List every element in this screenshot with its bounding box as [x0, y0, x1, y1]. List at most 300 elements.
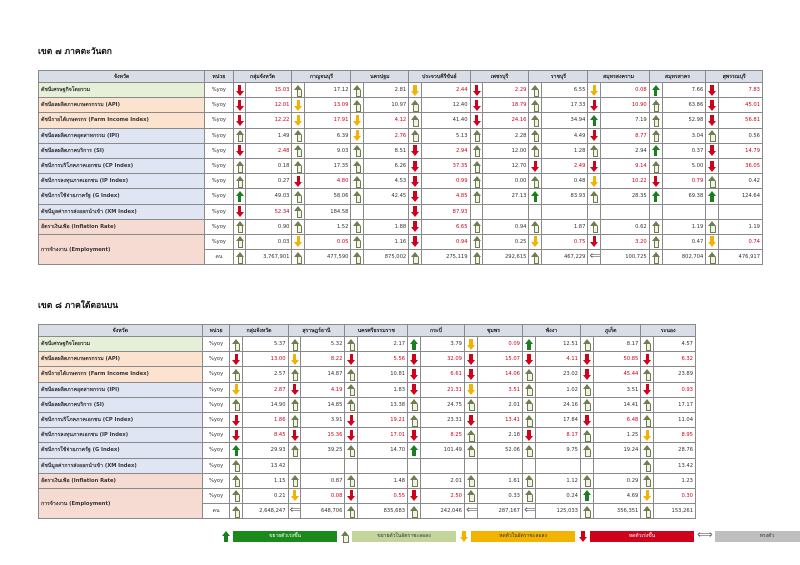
value-cell: 9.14 — [601, 158, 649, 173]
up-arrow-icon — [291, 399, 299, 410]
up-arrow-icon — [473, 161, 481, 172]
value-cell: 14.70 — [358, 443, 408, 458]
down-arrow-icon — [531, 161, 539, 172]
legend-item — [222, 531, 337, 542]
value-cell: 4.12 — [364, 113, 409, 128]
trend-cell — [641, 428, 654, 443]
header-province: พังงา — [522, 325, 580, 337]
trend-cell — [345, 412, 358, 427]
table-row — [39, 158, 763, 173]
up-arrow-icon — [583, 445, 591, 456]
indicator-label: ดัชนีรายได้เกษตรกร (Farm Income Index) — [39, 113, 205, 128]
header-province: กลุ่มจังหวัด — [233, 71, 292, 83]
up-arrow-icon — [590, 145, 598, 156]
indicator-label: ดัชนีการบริโภคภาคเอกชน (CP Index) — [39, 158, 205, 173]
legend-label: ขยายตัวเร่งขึ้น — [233, 531, 337, 542]
value-cell: 32.09 — [420, 352, 464, 367]
value-cell: 10.22 — [601, 174, 649, 189]
trend-cell — [464, 412, 477, 427]
trend-cell — [464, 337, 477, 352]
trend-cell — [649, 219, 662, 234]
up-arrow-icon — [708, 176, 716, 187]
value-cell: 14.85 — [301, 397, 345, 412]
up-arrow-icon — [652, 85, 660, 96]
trend-cell — [706, 98, 719, 113]
trend-cell — [580, 443, 593, 458]
value-cell: 2,648,247 — [243, 504, 288, 519]
unit-label: %yoy — [205, 234, 233, 249]
trend-cell — [464, 504, 477, 519]
trend-cell — [292, 158, 305, 173]
unit-label: %yoy — [205, 98, 233, 113]
value-cell — [593, 458, 641, 473]
table-row — [39, 382, 696, 397]
up-arrow-icon — [411, 252, 419, 263]
trend-cell — [408, 443, 421, 458]
value-cell: 2.48 — [246, 143, 292, 158]
trend-cell — [230, 337, 243, 352]
value-cell: 9.03 — [305, 143, 351, 158]
trend-cell — [345, 382, 358, 397]
trend-cell — [409, 128, 422, 143]
down-arrow-icon — [531, 236, 539, 247]
value-cell — [719, 204, 763, 219]
up-arrow-icon — [341, 531, 349, 542]
value-cell: 835,683 — [358, 504, 408, 519]
up-arrow-icon — [708, 252, 716, 263]
down-arrow-icon — [236, 115, 244, 126]
value-cell: 648,706 — [301, 504, 345, 519]
up-arrow-icon — [652, 236, 660, 247]
value-cell: 13.09 — [305, 98, 351, 113]
value-cell: 69.38 — [662, 189, 706, 204]
value-cell: 7.83 — [719, 83, 763, 98]
table-row — [39, 397, 696, 412]
value-cell: 0.56 — [719, 128, 763, 143]
value-cell: 18.79 — [483, 98, 529, 113]
value-cell: 17.91 — [305, 113, 351, 128]
value-cell: 467,229 — [542, 250, 588, 265]
header-indicator: จังหวัด — [39, 325, 203, 337]
value-cell: 2.49 — [542, 158, 588, 173]
value-cell: 3.04 — [662, 128, 706, 143]
value-cell: 58.06 — [305, 189, 351, 204]
header-province: สมุทรสาคร — [649, 71, 706, 83]
legend-label: หดตัวเร่งขึ้น — [590, 531, 694, 542]
trend-cell — [649, 113, 662, 128]
value-cell: 6.26 — [364, 158, 409, 173]
up-arrow-icon — [473, 176, 481, 187]
unit-label: %yoy — [205, 83, 233, 98]
value-cell: 52.06 — [477, 443, 522, 458]
value-cell — [364, 204, 409, 219]
value-cell: 3,767,901 — [246, 250, 292, 265]
value-cell: 125,033 — [535, 504, 580, 519]
unit-label: %yoy — [205, 174, 233, 189]
unit-label: %yoy — [202, 428, 230, 443]
indicator-label: ดัชนีการใช้จ่ายภาครัฐ (G Index) — [39, 189, 205, 204]
value-cell: 13.42 — [243, 458, 288, 473]
trend-cell — [345, 504, 358, 519]
up-arrow-icon — [525, 475, 533, 486]
trend-cell — [351, 234, 364, 249]
up-arrow-icon — [467, 399, 475, 410]
up-arrow-icon — [525, 339, 533, 350]
trend-cell — [230, 504, 243, 519]
up-arrow-icon — [643, 339, 651, 350]
down-arrow-icon — [294, 115, 302, 126]
up-arrow-icon — [652, 145, 660, 156]
down-arrow-icon — [460, 531, 468, 542]
trend-cell — [351, 204, 364, 219]
unit-label: %yoy — [202, 397, 230, 412]
value-cell: 15.07 — [477, 352, 522, 367]
down-arrow-icon — [643, 384, 651, 395]
table-row — [39, 352, 696, 367]
trend-cell — [233, 250, 246, 265]
trend-cell — [409, 143, 422, 158]
legend-item — [579, 531, 694, 542]
trend-cell — [706, 234, 719, 249]
down-arrow-icon — [473, 115, 481, 126]
header-province: กลุ่มจังหวัด — [230, 325, 288, 337]
up-arrow-icon — [294, 221, 302, 232]
indicator-label: อัตราเงินเฟ้อ (Inflation Rate) — [39, 219, 205, 234]
up-arrow-icon — [294, 252, 302, 263]
value-cell: 1.48 — [358, 473, 408, 488]
trend-cell — [522, 428, 535, 443]
value-cell: 7.19 — [601, 113, 649, 128]
value-cell: 0.29 — [593, 473, 641, 488]
trend-cell — [409, 219, 422, 234]
up-arrow-icon — [583, 490, 591, 501]
trend-cell — [408, 412, 421, 427]
trend-cell — [292, 98, 305, 113]
up-arrow-icon — [353, 221, 361, 232]
up-arrow-icon — [643, 399, 651, 410]
value-cell: 2.76 — [364, 128, 409, 143]
up-arrow-icon — [531, 115, 539, 126]
trend-cell — [292, 83, 305, 98]
value-cell: 2.01 — [477, 397, 522, 412]
value-cell: 3.91 — [301, 412, 345, 427]
value-cell: 17.35 — [305, 158, 351, 173]
trend-cell — [470, 189, 483, 204]
up-arrow-icon — [473, 252, 481, 263]
up-arrow-icon — [708, 221, 716, 232]
up-arrow-icon — [652, 161, 660, 172]
trend-cell — [408, 352, 421, 367]
down-arrow-icon — [291, 384, 299, 395]
down-arrow-icon — [232, 430, 240, 441]
legend-label: หดตัวในอัตราชะลอลง — [471, 531, 575, 542]
value-cell: 19.24 — [593, 443, 641, 458]
trend-cell — [580, 352, 593, 367]
trend-cell — [706, 250, 719, 265]
header-province: ประจวบคีรีขันธ์ — [409, 71, 470, 83]
value-cell: 5.56 — [358, 352, 408, 367]
trend-cell — [230, 352, 243, 367]
down-arrow-icon — [347, 430, 355, 441]
value-cell: 0.03 — [246, 234, 292, 249]
value-cell: 2.29 — [483, 83, 529, 98]
table-row — [39, 143, 763, 158]
value-cell: 17.33 — [542, 98, 588, 113]
value-cell: 29.93 — [243, 443, 288, 458]
value-cell: 10.90 — [601, 98, 649, 113]
value-cell: 19.21 — [358, 412, 408, 427]
value-cell: 8.25 — [420, 428, 464, 443]
trend-cell — [470, 219, 483, 234]
value-cell: 0.87 — [301, 473, 345, 488]
zone8-table — [38, 324, 696, 519]
trend-cell — [464, 367, 477, 382]
up-arrow-icon — [467, 475, 475, 486]
value-cell — [483, 204, 529, 219]
up-arrow-icon — [232, 506, 240, 517]
indicator-label: ดัชนีการลงทุนภาคเอกชน (IP Index) — [39, 174, 205, 189]
table-row — [39, 412, 696, 427]
unit-label: %yoy — [202, 337, 230, 352]
trend-cell — [288, 473, 301, 488]
value-cell — [358, 458, 408, 473]
trend-cell — [292, 189, 305, 204]
value-cell: 356,351 — [593, 504, 641, 519]
value-cell: 13.00 — [243, 352, 288, 367]
trend-cell — [409, 174, 422, 189]
value-cell: 1.52 — [305, 219, 351, 234]
value-cell: 27.13 — [483, 189, 529, 204]
trend-cell — [522, 352, 535, 367]
unit-label: %yoy — [202, 488, 230, 503]
down-arrow-icon — [236, 145, 244, 156]
down-arrow-icon — [353, 115, 361, 126]
value-cell: 8.77 — [601, 128, 649, 143]
up-arrow-icon — [291, 339, 299, 350]
table-row — [39, 128, 763, 143]
trend-cell — [288, 412, 301, 427]
table-row — [39, 83, 763, 98]
trend-cell — [233, 98, 246, 113]
up-arrow-icon — [652, 130, 660, 141]
trend-cell — [408, 458, 421, 473]
trend-cell — [288, 382, 301, 397]
trend-cell — [351, 98, 364, 113]
value-cell: 24.16 — [483, 113, 529, 128]
value-cell: 4.80 — [305, 174, 351, 189]
value-cell: 34.94 — [542, 113, 588, 128]
up-arrow-icon — [411, 115, 419, 126]
trend-cell — [529, 174, 542, 189]
down-arrow-icon — [590, 161, 598, 172]
value-cell: 13.42 — [654, 458, 696, 473]
down-arrow-icon — [410, 369, 418, 380]
value-cell: 36.05 — [719, 158, 763, 173]
trend-cell — [409, 113, 422, 128]
down-arrow-icon — [291, 354, 299, 365]
trend-cell — [408, 488, 421, 503]
value-cell: 8.95 — [654, 428, 696, 443]
trend-cell — [580, 428, 593, 443]
up-arrow-icon — [531, 176, 539, 187]
down-arrow-icon — [294, 236, 302, 247]
value-cell: 23.02 — [535, 367, 580, 382]
indicator-label: การจ้างงาน (Employment) — [39, 234, 205, 264]
value-cell: 5.13 — [422, 128, 470, 143]
up-arrow-icon — [291, 415, 299, 426]
value-cell: 4.53 — [364, 174, 409, 189]
flat-arrow-icon — [525, 507, 535, 515]
up-arrow-icon — [294, 161, 302, 172]
trend-cell — [588, 219, 601, 234]
up-arrow-icon — [410, 415, 418, 426]
trend-cell — [345, 428, 358, 443]
value-cell: 0.42 — [719, 174, 763, 189]
value-cell — [477, 458, 522, 473]
down-arrow-icon — [652, 176, 660, 187]
up-arrow-icon — [347, 384, 355, 395]
trend-cell — [588, 128, 601, 143]
trend-cell — [706, 158, 719, 173]
up-arrow-icon — [590, 191, 598, 202]
up-arrow-icon — [294, 145, 302, 156]
down-arrow-icon — [579, 531, 587, 542]
value-cell: 0.09 — [477, 337, 522, 352]
value-cell: 4.69 — [593, 488, 641, 503]
value-cell: 0.18 — [246, 158, 292, 173]
trend-cell — [233, 234, 246, 249]
unit-label: %yoy — [202, 458, 230, 473]
trend-cell — [288, 352, 301, 367]
unit-label: %yoy — [202, 367, 230, 382]
down-arrow-icon — [353, 130, 361, 141]
trend-cell — [470, 83, 483, 98]
up-arrow-icon — [294, 191, 302, 202]
trend-cell — [345, 397, 358, 412]
header-row — [39, 71, 763, 83]
value-cell: 63.86 — [662, 98, 706, 113]
trend-cell — [292, 250, 305, 265]
unit-label: %yoy — [205, 219, 233, 234]
value-cell — [535, 458, 580, 473]
value-cell: 3.51 — [477, 382, 522, 397]
trend-cell — [706, 174, 719, 189]
header-province: เพชรบุรี — [470, 71, 529, 83]
value-cell: 275,119 — [422, 250, 470, 265]
value-cell: 12.51 — [535, 337, 580, 352]
value-cell: 13.38 — [358, 397, 408, 412]
value-cell: 2.01 — [420, 473, 464, 488]
value-cell: 153,261 — [654, 504, 696, 519]
value-cell: 14.90 — [243, 397, 288, 412]
trend-cell — [649, 234, 662, 249]
value-cell: 28.35 — [601, 189, 649, 204]
value-cell: 0.47 — [662, 234, 706, 249]
up-arrow-icon — [525, 445, 533, 456]
value-cell: 292,615 — [483, 250, 529, 265]
trend-cell — [522, 458, 535, 473]
trend-cell — [470, 250, 483, 265]
trend-cell — [529, 234, 542, 249]
trend-cell — [529, 189, 542, 204]
value-cell: 23.31 — [420, 412, 464, 427]
trend-cell — [408, 397, 421, 412]
down-arrow-icon — [411, 191, 419, 202]
value-cell: 1.83 — [358, 382, 408, 397]
value-cell: 1.12 — [535, 473, 580, 488]
trend-cell — [522, 473, 535, 488]
indicator-label: ดัชนีผลผลิตภาคบริการ (SI) — [39, 397, 203, 412]
value-cell: 0.21 — [243, 488, 288, 503]
trend-cell — [649, 98, 662, 113]
trend-cell — [641, 504, 654, 519]
up-arrow-icon — [347, 445, 355, 456]
down-arrow-icon — [291, 490, 299, 501]
trend-cell — [345, 352, 358, 367]
trend-cell — [233, 158, 246, 173]
value-cell: 12.40 — [422, 98, 470, 113]
up-arrow-icon — [583, 475, 591, 486]
indicator-label: ดัชนีผลผลิตภาคอุตสาหกรรม (IPI) — [39, 128, 205, 143]
trend-cell — [529, 204, 542, 219]
up-arrow-icon — [410, 506, 418, 517]
up-arrow-icon — [347, 475, 355, 486]
down-arrow-icon — [236, 206, 244, 217]
up-arrow-icon — [232, 490, 240, 501]
up-arrow-icon — [236, 252, 244, 263]
value-cell: 1.02 — [535, 382, 580, 397]
value-cell: 2.94 — [601, 143, 649, 158]
down-arrow-icon — [583, 354, 591, 365]
down-arrow-icon — [708, 145, 716, 156]
value-cell: 21.31 — [420, 382, 464, 397]
up-arrow-icon — [473, 221, 481, 232]
trend-cell — [529, 250, 542, 265]
trend-cell — [345, 337, 358, 352]
up-arrow-icon — [643, 415, 651, 426]
value-cell: 1.49 — [246, 128, 292, 143]
value-cell: 287,167 — [477, 504, 522, 519]
trend-cell — [470, 204, 483, 219]
value-cell: 0.94 — [422, 234, 470, 249]
trend-cell — [288, 337, 301, 352]
header-province: ภูเก็ต — [580, 325, 640, 337]
unit-label: คน — [205, 250, 233, 265]
trend-cell — [641, 473, 654, 488]
trend-cell — [288, 428, 301, 443]
indicator-label: การจ้างงาน (Employment) — [39, 488, 203, 518]
trend-cell — [588, 174, 601, 189]
trend-cell — [641, 367, 654, 382]
trend-cell — [641, 382, 654, 397]
value-cell: 0.05 — [305, 234, 351, 249]
value-cell: 3.51 — [593, 382, 641, 397]
value-cell: 1.87 — [542, 219, 588, 234]
down-arrow-icon — [410, 384, 418, 395]
trend-cell — [345, 443, 358, 458]
down-arrow-icon — [347, 490, 355, 501]
value-cell: 37.35 — [422, 158, 470, 173]
table-row — [39, 428, 696, 443]
trend-cell — [292, 143, 305, 158]
table-row — [39, 219, 763, 234]
down-arrow-icon — [467, 339, 475, 350]
up-arrow-icon — [652, 115, 660, 126]
trend-cell — [580, 504, 593, 519]
value-cell: 23.89 — [654, 367, 696, 382]
value-cell: 1.15 — [243, 473, 288, 488]
indicator-label: อัตราเงินเฟ้อ (Inflation Rate) — [39, 473, 203, 488]
